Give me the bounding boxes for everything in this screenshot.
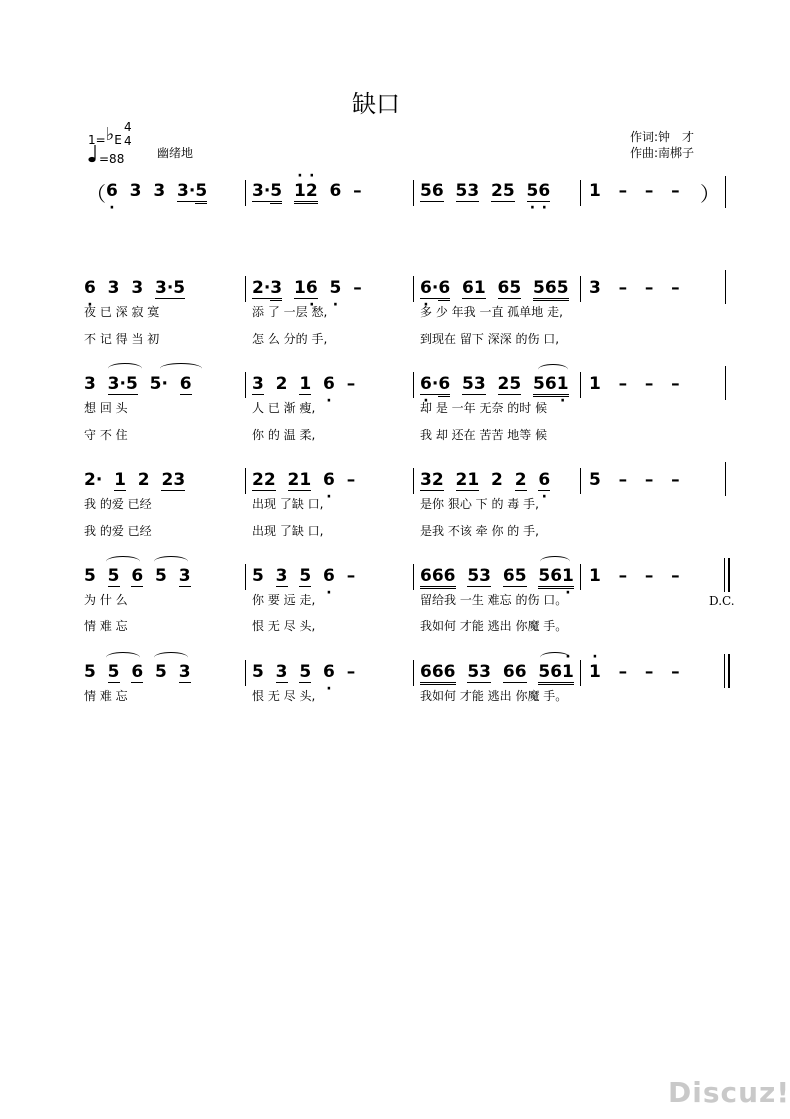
lyric: 情 难 忘	[84, 619, 128, 633]
measure: 5 3 5 6 · –	[252, 662, 355, 682]
barline	[725, 462, 726, 496]
lyric: 出现 了缺 口,	[252, 524, 324, 538]
lyric: 到现在 留下 深深 的伤 口,	[420, 332, 560, 346]
intro-measure-1: 6 · 3 3 3·5	[106, 181, 207, 201]
da-capo-mark: D.C.	[709, 594, 735, 608]
lyric: 添 了 一层 愁,	[252, 305, 328, 319]
final-barline-thin	[724, 654, 725, 688]
composer-credit: 作曲:南梆子	[630, 146, 695, 160]
time-top: 4	[124, 120, 132, 134]
lyric: 出现 了缺 口,	[252, 497, 324, 511]
measure: 666 53 65 561 ·	[420, 566, 574, 586]
lyric: 你 的 温 柔,	[252, 428, 316, 442]
measure: 2·3 16 · 5 · –	[252, 278, 362, 298]
slur	[108, 363, 142, 374]
lyric: 却 是 一年 无奈 的时 候	[420, 401, 548, 415]
measure: 3 – – –	[589, 278, 680, 298]
key-note: E	[114, 133, 122, 147]
expression-marking: 幽绪地	[157, 146, 194, 160]
intro-close-paren: ）	[700, 182, 720, 206]
barline	[725, 366, 726, 400]
barline	[413, 660, 414, 686]
measure: 2· 1 2 23	[84, 470, 186, 490]
measure: 3 2 1 6 · –	[252, 374, 355, 394]
watermark-logo: Discuz!	[668, 1076, 790, 1109]
intro-open-paren: （	[86, 182, 106, 206]
intro-measure-4: 1 – – –	[589, 181, 680, 201]
time-bottom: 4	[124, 134, 132, 148]
barline	[413, 468, 414, 494]
measure: 6 · 3 3 3·5	[84, 278, 185, 298]
measure: 5 5 6 5 3	[84, 662, 191, 682]
key-prefix: 1=	[88, 133, 106, 147]
lyric: 我 的爱 已经	[84, 524, 152, 538]
barline	[245, 276, 246, 302]
lyric: 我如何 才能 逃出 你魔 手。	[420, 689, 568, 703]
measure: 5 – – –	[589, 470, 680, 490]
measure: 666 53 66 56· 1	[420, 662, 574, 682]
lyric: 不 记 得 当 初	[84, 332, 160, 346]
lyric: 恨 无 尽 头,	[252, 689, 316, 703]
measure: · 1 – – –	[589, 662, 680, 682]
barline	[580, 276, 581, 302]
lyric: 是我 不该 牵 你 的 手,	[420, 524, 539, 538]
measure: 1 – – –	[589, 566, 680, 586]
measure: 3 3·5 5· 6	[84, 374, 192, 394]
flat-icon: ♭	[105, 124, 115, 145]
quarter-note-icon	[88, 144, 97, 164]
final-barline-thick	[728, 654, 730, 688]
measure: 32 21 2 2 6 ·	[420, 470, 550, 490]
barline	[413, 564, 414, 590]
measure: 22 21 6 · –	[252, 470, 355, 490]
barline	[413, 180, 414, 206]
barline	[580, 660, 581, 686]
slur	[160, 363, 202, 374]
measure: 5 5 6 5 3	[84, 566, 191, 586]
lyric: 守 不 住	[84, 428, 128, 442]
measure: 6 ··6 53 25 561 ·	[420, 374, 569, 394]
lyric: 为 什 么	[84, 593, 128, 607]
final-barline-thick	[728, 558, 730, 592]
song-title: 缺口	[352, 90, 400, 118]
lyric: 夜 已 深 寂 寞	[84, 305, 160, 319]
measure: 6 ··6 61 65 565	[420, 278, 569, 298]
barline	[245, 660, 246, 686]
barline	[725, 270, 726, 304]
barline	[245, 372, 246, 398]
lyric: 我如何 才能 逃出 你魔 手。	[420, 619, 568, 633]
lyric: 我 的爱 已经	[84, 497, 152, 511]
lyric: 恨 无 尽 头,	[252, 619, 316, 633]
lyric: 我 却 还在 苦苦 地等 候	[420, 428, 548, 442]
barline	[245, 468, 246, 494]
lyric: 想 回 头	[84, 401, 128, 415]
measure: 1 – – –	[589, 374, 680, 394]
barline	[725, 176, 726, 208]
lyric: 人 已 渐 瘦,	[252, 401, 316, 415]
barline	[245, 564, 246, 590]
lyric: 多 少 年我 一直 孤单地 走,	[420, 305, 563, 319]
barline	[580, 372, 581, 398]
barline	[580, 468, 581, 494]
final-barline-thin	[724, 558, 725, 592]
barline	[245, 180, 246, 206]
tempo-marking	[88, 152, 124, 166]
lyricist-credit: 作词:钟 才	[630, 130, 695, 144]
lyric: 你 要 远 走,	[252, 593, 316, 607]
barline	[580, 180, 581, 206]
lyric: 留给我 一生 难忘 的伤 口。	[420, 593, 568, 607]
lyric: 怎 么 分的 手,	[252, 332, 328, 346]
tempo-value: =88	[99, 152, 125, 166]
barline	[413, 372, 414, 398]
lyric: 情 难 忘	[84, 689, 128, 703]
measure: 5 3 5 6 · –	[252, 566, 355, 586]
barline	[413, 276, 414, 302]
intro-measure-2: 3·5 · 1· 2 6 –	[252, 181, 362, 201]
barline	[580, 564, 581, 590]
lyric: 是你 狠心 下 的 毒 手,	[420, 497, 539, 511]
intro-measure-3: 56 53 25 5 ·6 ·	[420, 181, 550, 201]
time-signature	[124, 120, 132, 148]
